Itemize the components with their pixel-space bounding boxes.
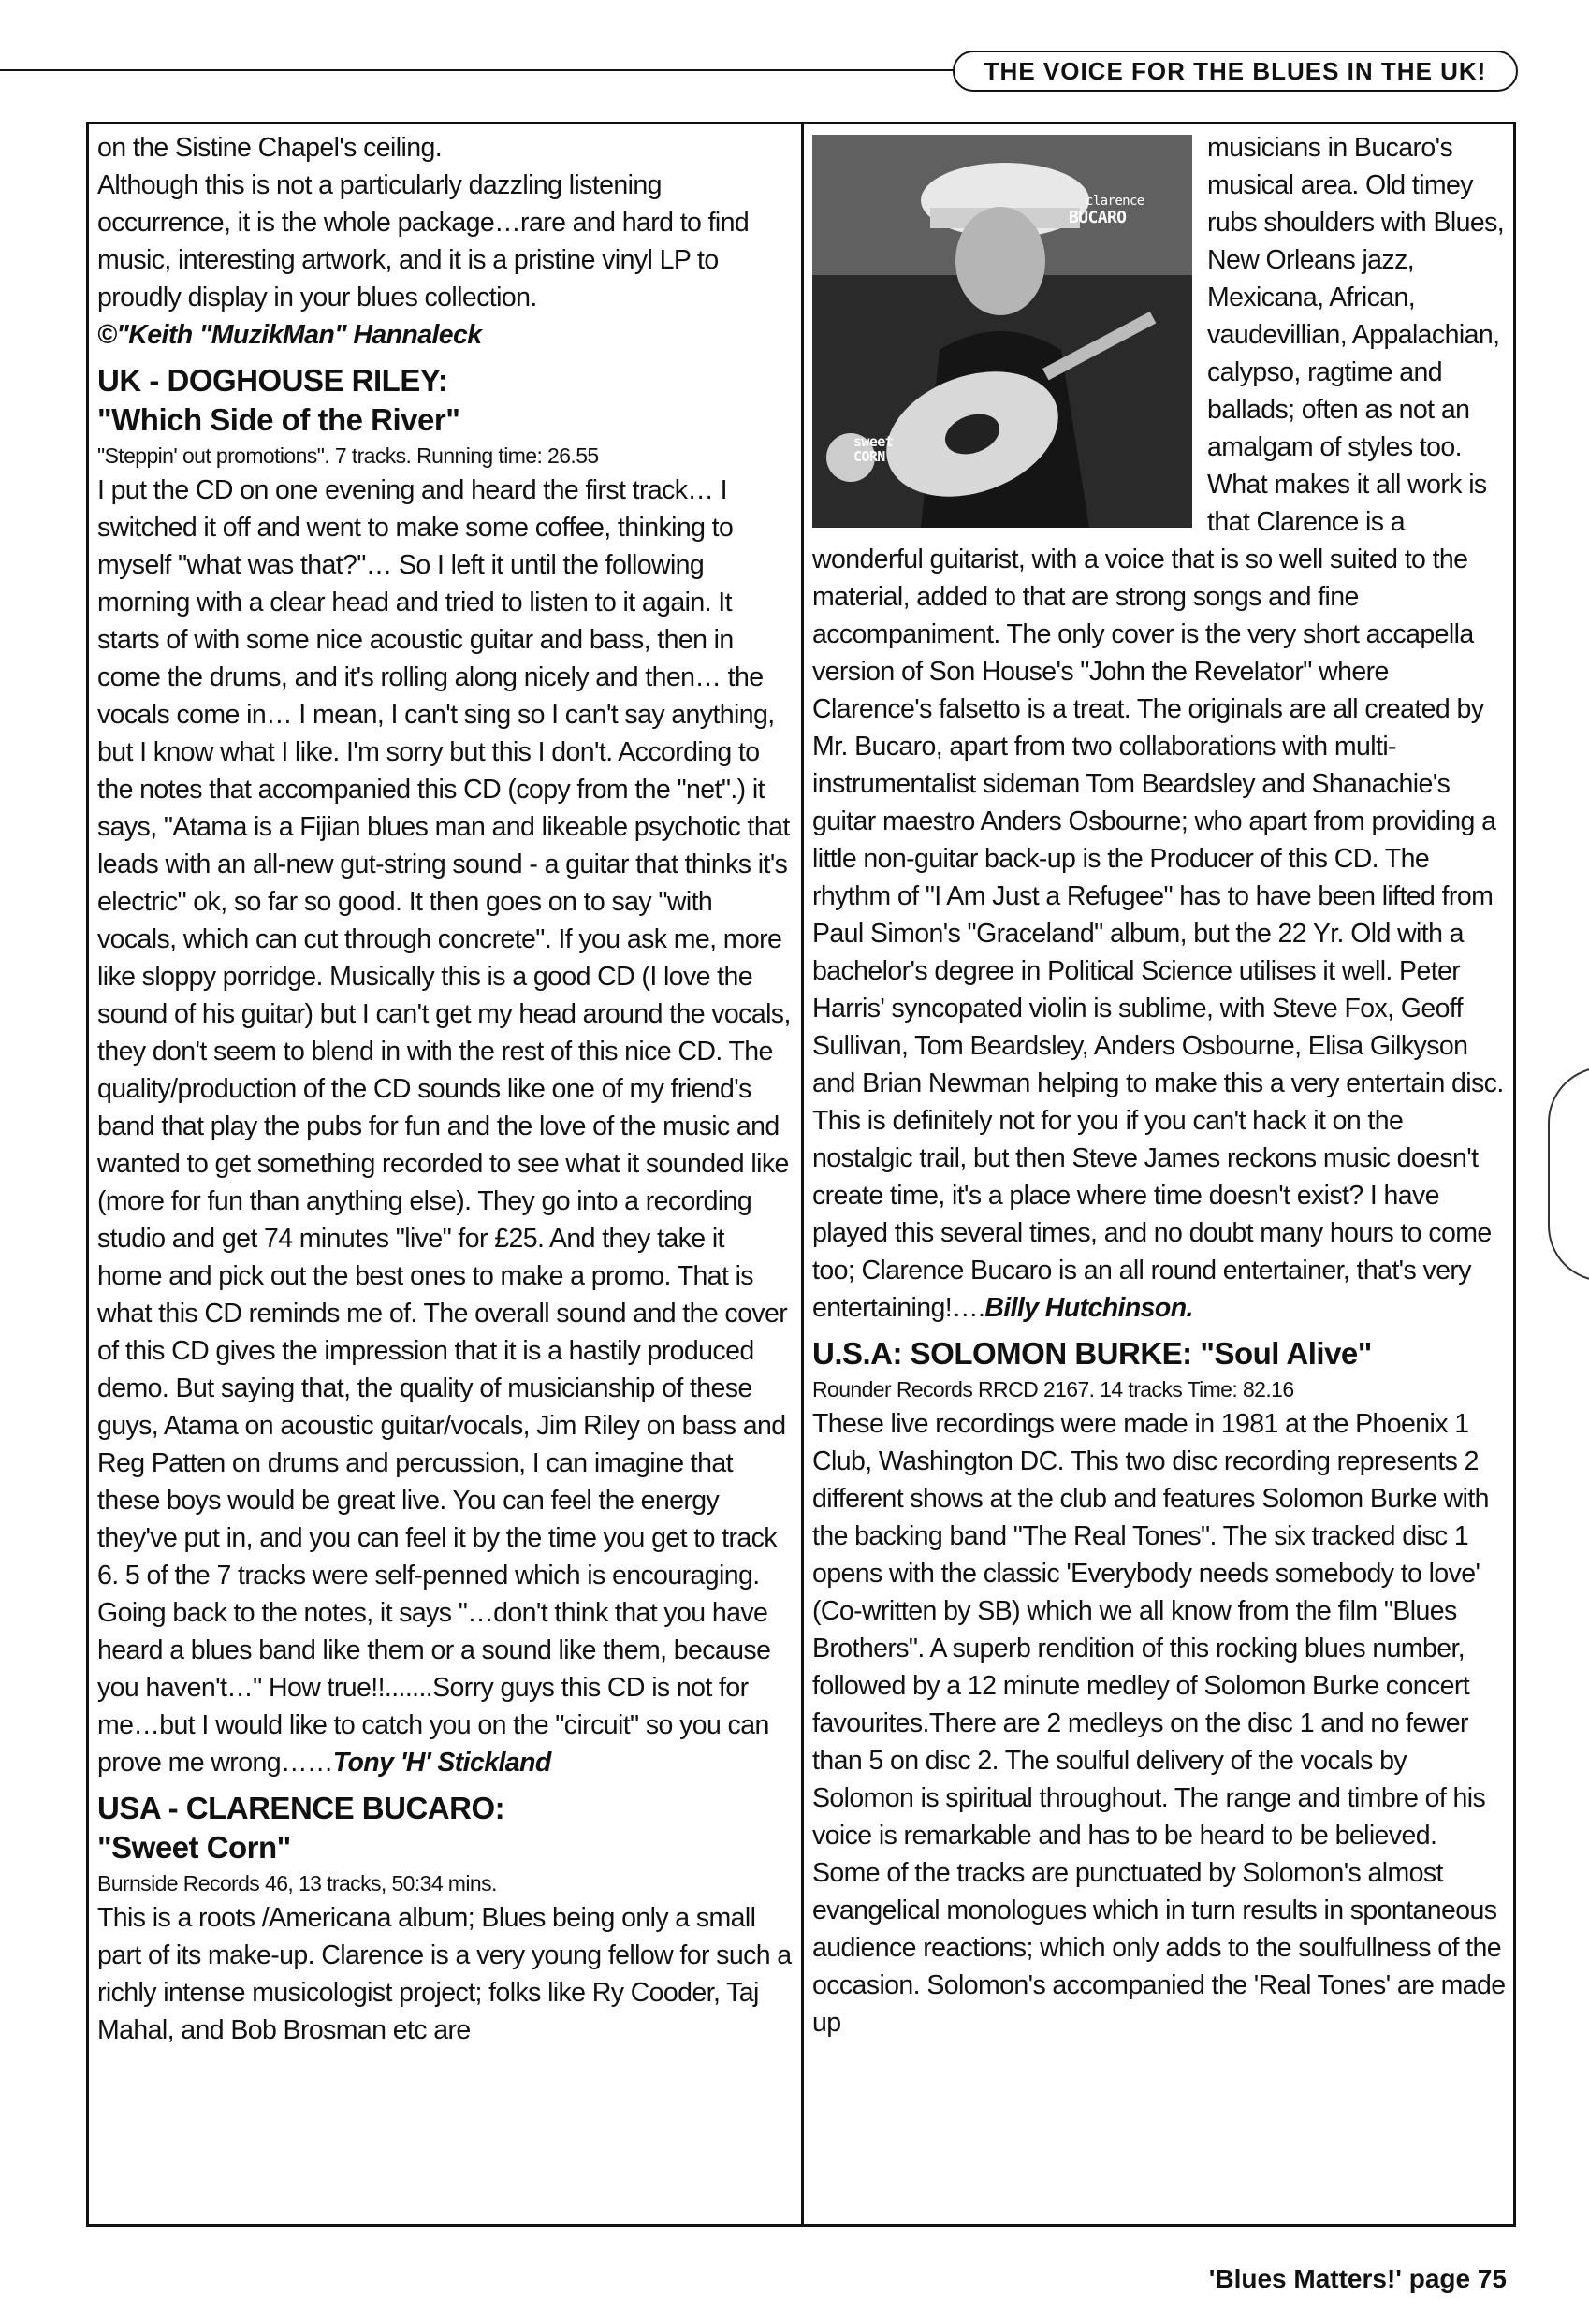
heading-line: UK - DOGHOUSE RILEY: xyxy=(97,363,448,398)
review-body-text: I put the CD on one evening and heard the first track… I switched it off and went to make some coffee, thinking to myself "what was that?"… So I left it until the following morning with a clear head and tried to listen to it again. It starts of with some nice acoustic guitar and bass, then in come the drums, and it's rolling along nicely and then… the vocals come in… I mean, I can't sing so I can't say anything, but I know what I like. I'm sorry but this I don't. According to the notes that accompanied this CD (copy from the "net".) it says, "Atama is a Fijian blues man and likeable psychotic that leads with an all-new gut-string sound - a guitar that thinks it's electric" ok, so far so good. It then goes on to say "with vocals, which can cut through concrete". If you ask me, more like sloppy porridge. Musically this is a good CD (I love the sound of his guitar) but I can't get my head around the vocals, they don't seem to blend in with the rest of this nice CD. The quality/production of the CD sounds like one of my friend's band that play the pubs for fun and the love of the music and wanted to get something recorded to see what it sounded like (more for fun than anything else). They go into a recording studio and get 74 minutes "live" for £25. And they take it home and pick out the best ones to make a promo. That is what this CD reminds me of. The overall sound and the cover of this CD gives the impression that it is a hastily produced demo. But saying that, the quality of musicianship of these guys, Atama on acoustic guitar/vocals, Jim Riley on bass and Reg Patten on drums and percussion, I can imagine that these boys would be great live. You can feel the energy they've put in, and you can feel it by the time you get to track 6. 5 of the 7 tracks were self-penned which is encouraging. Going back to the notes, it says "…don't think that you have heard a blues band like them or a sound like them, because you haven't…" How true!!.......Sorry guys this CD is not for me…but I would like to catch you on the "circuit" so you can prove me wrong…… xyxy=(97,475,791,1778)
review-signature-doghouse: Tony 'H' Stickland xyxy=(332,1748,551,1778)
review-signature-bucaro: Billy Hutchinson. xyxy=(984,1293,1193,1323)
heading-line: USA - CLARENCE BUCARO: xyxy=(97,1791,505,1825)
review-heading-doghouse xyxy=(97,361,794,440)
review-body-doghouse xyxy=(97,472,794,1781)
review-body-text: musicians in Bucaro's musical area. Old timey rubs shoulders with Blues, New Orleans jazz, Mexicana, African, vaudevillian, Appalachian, calypso, ragtime and ballads; often as not an amalgam of styles too. What makes it all work is that Clarence is a wonderful guitarist, with a voice that is so well suited to the material, added to that are strong songs and fine accompaniment. The only cover is the very short accapella version of Son House's "John the Revelator" where Clarence's falsetto is a treat. The originals are all created by Mr. Bucaro, apart from two collaborations with multi-instrumentalist sideman Tom Beardsley and Shanachie's guitar maestro Anders Osbourne; who apart from providing a little non-guitar back-up is the Producer of this CD. The rhythm of "I Am Just a Refugee" has to have been lifted from Paul Simon's "Graceland" album, but the 22 Yr. Old with a bachelor's degree in Political Science utilises it well. Peter Harris' syncopated violin is sublime, with Steve Fox, Geoff Sullivan, Tom Beardsley, Anders Osbourne, Elisa Gilkyson and Brian Newman helping to make this a very entertain disc. This is definitely not for you if you can't hack it on the nostalgic trail, but then Steve James reckons music doesn't create time, it's a place where time doesn't exist? I have played this several times, and no doubt many hours to come too; Clarence Bucaro is an all round entertainer, that's very entertaining!…. xyxy=(812,133,1505,1323)
right-column xyxy=(812,129,1507,2217)
page-footer: 'Blues Matters!' page 75 xyxy=(1208,2264,1507,2293)
review-body-burke: These live recordings were made in 1981 at the Phoenix 1 Club, Washington DC. This two disc recording represents 2 different shows at the club and features Solomon Burke with the backing band "The Real Tones". The six tracked disc 1 opens with the classic 'Everybody needs somebody to love' (Co-written by SB) which we all know from the film "Blues Brothers". A superb rendition of this rocking blues number, followed by a 12 minute medley of Solomon Burke concert favourites.There are 2 medleys on the disc 1 and no fewer than 5 on disc 2. The soulful delivery of the vocals by Solomon is spiritual throughout. The range and timbre of his voice is remarkable and has to be heard to be believed. Some of the tracks are punctuated by Solomon's almost evangelical monologues which in turn results in spontaneous audience reactions; which only adds to the soulfullness of the occasion. Solomon's accompanied the 'Real Tones' are made up xyxy=(812,1409,1506,2038)
album-artist-last: BUCARO xyxy=(1069,208,1127,227)
column-divider xyxy=(801,122,804,2227)
album-artist-first: clarence xyxy=(1086,194,1144,209)
header-rule xyxy=(0,69,955,71)
heading-line: "Which Side of the River" xyxy=(97,402,460,437)
opening-paragraph: Although this is not a particularly dazzling listening occurrence, it is the whole package…rare and hard to find music, interesting artwork, and it is a pristine vinyl LP to proudly display in your blues collection. xyxy=(97,170,750,312)
page-edge-tab xyxy=(1548,1067,1589,1282)
page-banner: THE VOICE FOR THE BLUES IN THE UK! xyxy=(953,51,1518,92)
left-column xyxy=(97,129,794,2217)
album-artist-label xyxy=(1069,193,1144,226)
album-title-line: sweet xyxy=(853,433,894,450)
album-title-line: CORN xyxy=(853,448,885,465)
album-cover-image xyxy=(812,135,1192,528)
heading-line: "Sweet Corn" xyxy=(97,1830,291,1865)
review-info-doghouse: "Steppin' out promotions". 7 tracks. Running time: 26.55 xyxy=(97,443,599,468)
opening-signature: ©"Keith "MuzikMan" Hannaleck xyxy=(97,320,482,350)
review-heading-burke: U.S.A: SOLOMON BURKE: "Soul Alive" xyxy=(812,1336,1372,1371)
review-info-bucaro: Burnside Records 46, 13 tracks, 50:34 mins. xyxy=(97,1871,497,1896)
album-title-label xyxy=(853,434,893,464)
review-info-burke: Rounder Records RRCD 2167. 14 tracks Time: 82.16 xyxy=(812,1377,1294,1402)
review-body-bucaro: This is a roots /Americana album; Blues being only a small part of its make-up. Clarence is a very young fellow for such a richly intense musicologist project; folks like Ry Cooder, Taj Mahal, and Bob Brosman etc are xyxy=(97,1903,792,2045)
review-heading-bucaro xyxy=(97,1789,794,1867)
opening-paragraph: on the Sistine Chapel's ceiling. xyxy=(97,133,443,163)
